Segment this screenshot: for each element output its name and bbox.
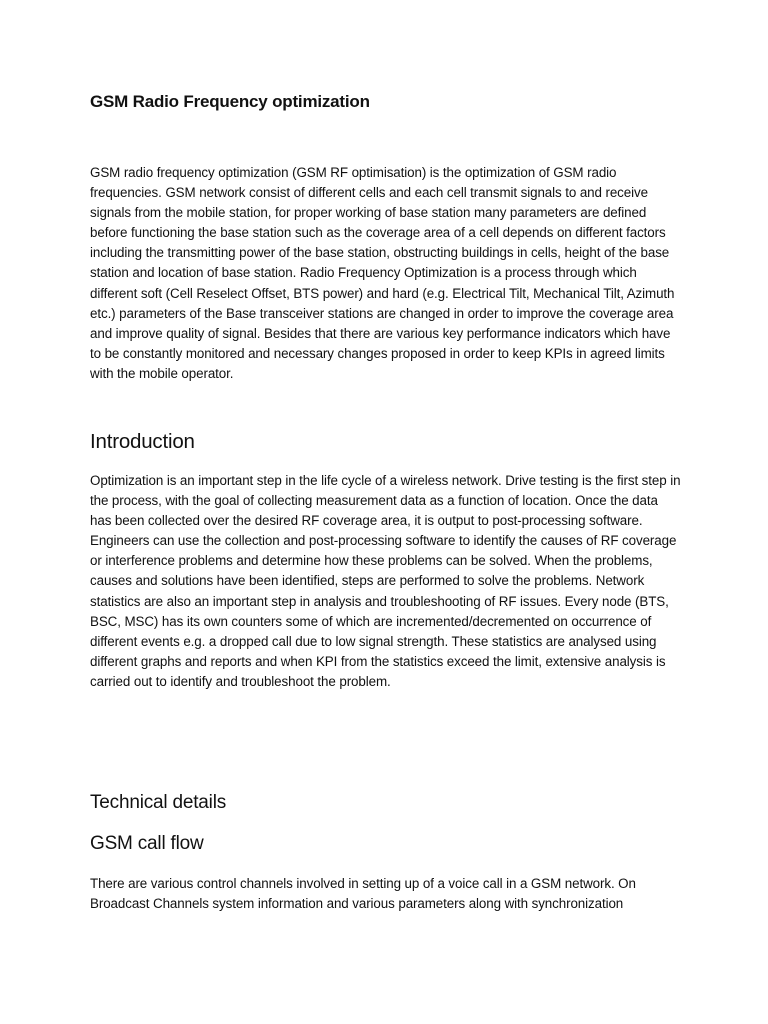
document-title: GSM Radio Frequency optimization [90,92,370,111]
gsm-call-flow-paragraph: There are various control channels involved in setting up of a voice call in a GSM network. On Broadcast Channels system information and various parameters along with synchronization [90,876,636,912]
introduction-paragraph: Optimization is an important step in the life cycle of a wireless network. Drive testing is the first step in the process, with the goal of collecting measurement data as a function of location. Once the data has been collected over the desired RF coverage area, it is output to post-processing software. Engineers can use the collection and post-processing software to identify the causes of RF coverage or interference problems and determine how these problems can be solved. When the problems, causes and solutions have been identified, steps are performed to solve the problems. Network statistics are also an important step in analysis and troubleshooting of RF issues. Every node (BTS, BSC, MSC) has its own counters some of which are incremented/decremented on occurrence of different events e.g. a dropped call due to low signal strength. These statistics are analysed using different graphs and reports and when KPI from the statistics exceed the limit, extensive analysis is carried out to identify and troubleshoot the problem. [90,473,681,689]
intro-paragraph: GSM radio frequency optimization (GSM RF optimisation) is the optimization of GSM radio frequencies. GSM network consist of different cells and each cell transmit signals to and receive signals from the mobile station, for proper working of base station many parameters are defined before functioning the base station such as the coverage area of a cell depends on different factors including the transmitting power of the base station, obstructing buildings in cells, height of the base station and location of base station. Radio Frequency Optimization is a process through which different soft (Cell Reselect Offset, BTS power) and hard (e.g. Electrical Tilt, Mechanical Tilt, Azimuth etc.) parameters of the Base transceiver stations are changed in order to improve the coverage area and improve quality of signal. Besides that there are various key performance indicators which have to be constantly monitored and necessary changes proposed in order to keep KPIs in agreed limits with the mobile operator. [90,165,675,381]
gsm-call-flow-heading: GSM call flow [90,833,204,854]
introduction-heading: Introduction [90,430,195,453]
technical-details-heading: Technical details [90,792,227,813]
